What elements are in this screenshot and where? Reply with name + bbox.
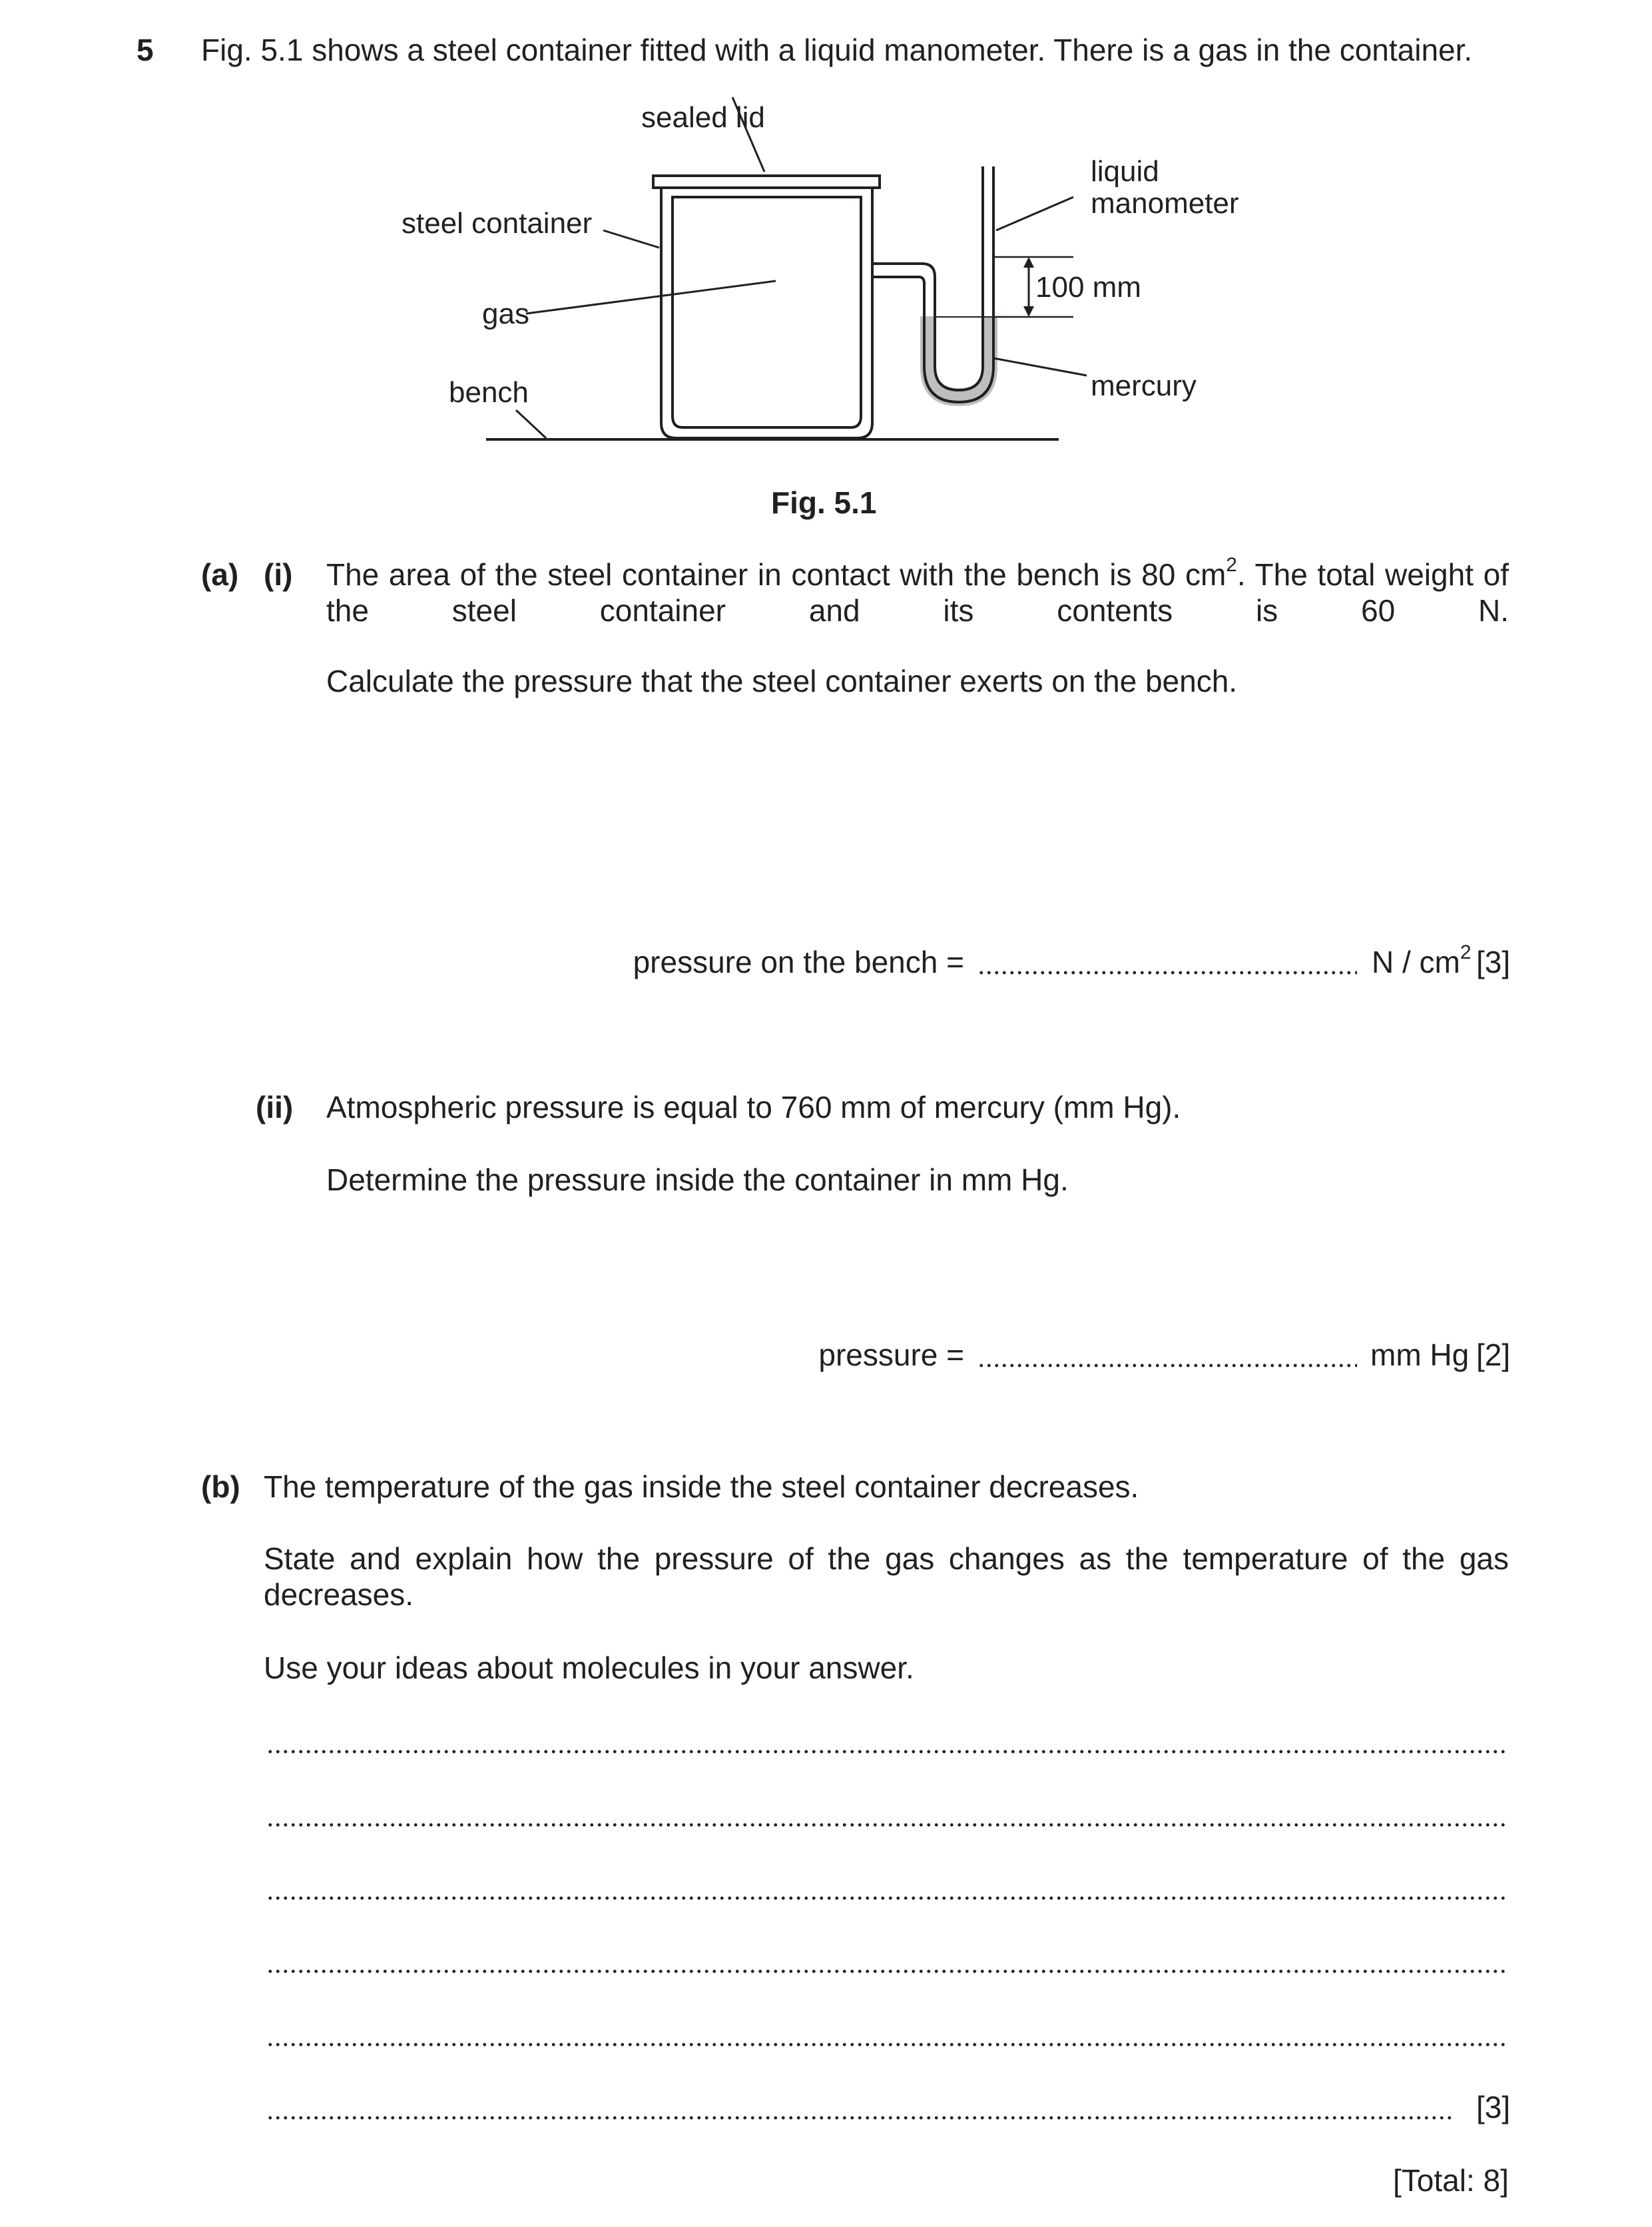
part-a-ii-answer-label: pressure =	[818, 1338, 964, 1372]
answer-line-1[interactable]	[266, 1750, 1509, 1754]
part-b-text1: The temperature of the gas inside the steel container decreases.	[264, 1469, 1139, 1504]
part-b-label: (b)	[201, 1469, 240, 1504]
steel-container-shape	[661, 188, 872, 438]
part-b-marks: [3]	[1476, 2090, 1511, 2124]
figure-caption: Fig. 5.1	[771, 485, 877, 520]
label-height: 100 mm	[1035, 271, 1141, 304]
label-bench: bench	[449, 376, 529, 409]
part-a-ii-text: Atmospheric pressure is equal to 760 mm of mercury (mm Hg).	[326, 1090, 1181, 1124]
part-a-i-unit: N / $cm^2$	[1372, 941, 1472, 979]
part-a-i-answer-line[interactable]	[977, 971, 1357, 975]
label-steel-container: steel container	[402, 207, 593, 240]
label-liquid: liquid	[1091, 155, 1159, 188]
answer-line-2[interactable]	[266, 1823, 1509, 1827]
part-a-ii-answer-line[interactable]	[977, 1363, 1357, 1367]
part-b-text2: State and explain how the pressure of the gas changes as the temperature of the gas decreases.	[264, 1541, 1509, 1612]
part-a-i-text: The area of the steel container in contact with the bench is 80 $cm^2$. The total weight of the steel container and its contents is 60 N.	[326, 554, 1509, 628]
total-marks: [Total: 8]	[1393, 2163, 1509, 2198]
answer-line-5[interactable]	[266, 2043, 1509, 2047]
part-a-ii-marks: [2]	[1476, 1338, 1511, 1372]
part-a-ii-unit: mm Hg	[1370, 1338, 1470, 1372]
sealed-lid-shape	[653, 176, 880, 188]
question-number: 5	[137, 33, 154, 67]
part-a-ii-instruction: Determine the pressure inside the container in mm Hg.	[326, 1162, 1069, 1197]
part-a-ii-label: (ii)	[256, 1090, 294, 1124]
answer-line-3[interactable]	[266, 1896, 1509, 1900]
question-intro: Fig. 5.1 shows a steel container fitted with a liquid manometer. There is a gas in the container.	[201, 33, 1473, 67]
label-mercury: mercury	[1091, 370, 1197, 402]
part-b-text3: Use your ideas about molecules in your answer.	[264, 1650, 914, 1685]
part-a-i-answer-label: pressure on the bench =	[633, 945, 964, 979]
label-gas: gas	[482, 298, 529, 330]
answer-line-4[interactable]	[266, 1969, 1509, 1973]
label-sealed-lid: sealed lid	[641, 101, 765, 134]
part-a-i-instruction: Calculate the pressure that the steel container exerts on the bench.	[326, 664, 1238, 698]
part-a-label: (a)	[201, 557, 239, 592]
part-a-i-marks: [3]	[1476, 945, 1511, 979]
answer-line-6[interactable]	[266, 2116, 1452, 2120]
part-a-i-label: (i)	[264, 557, 293, 592]
label-manometer: manometer	[1091, 187, 1239, 220]
